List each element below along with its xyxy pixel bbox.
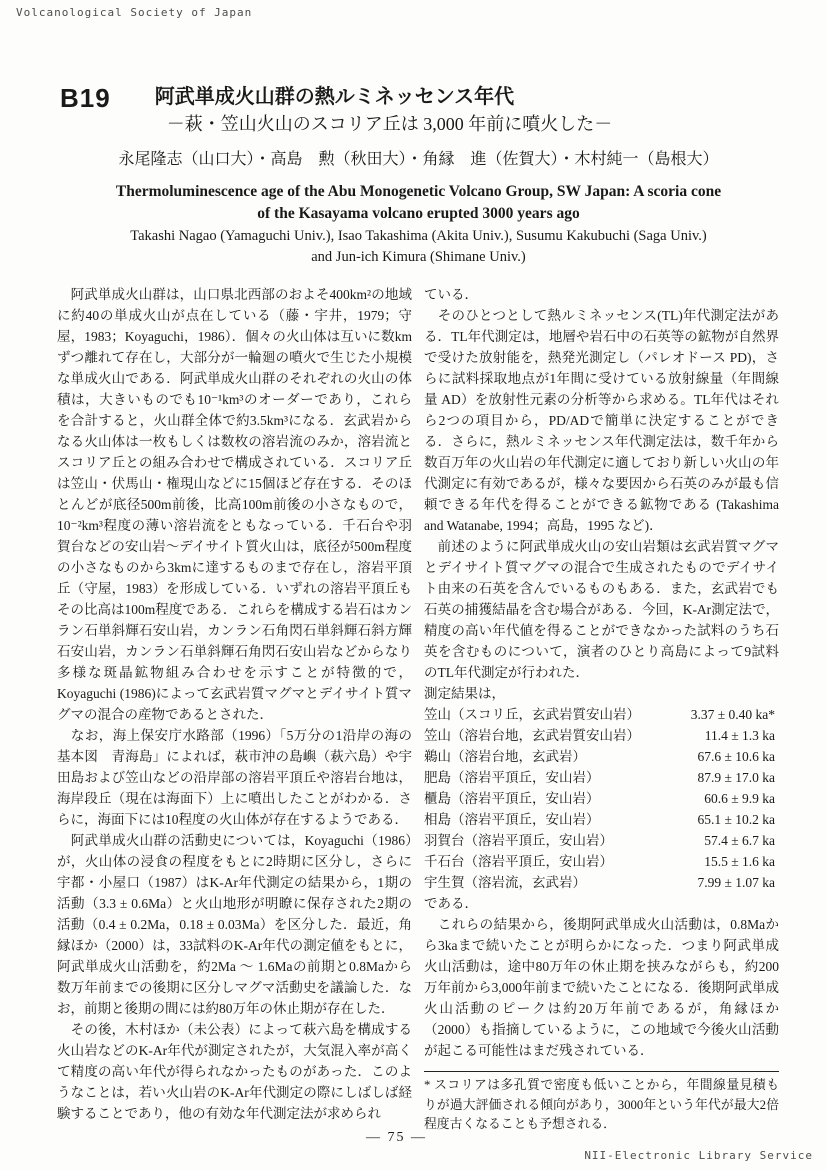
authors-japanese: 永尾隆志（山口大）・高島 勲（秋田大）・角縁 進（佐賀大）・木村純一（島根大） — [118, 151, 719, 168]
session-code: B19 — [60, 83, 111, 113]
result-age: 67.6 ± 10.6 ka — [697, 749, 775, 765]
table-row — [424, 746, 779, 767]
result-site: 千石台（溶岩平頂丘，安山岩） — [424, 854, 613, 870]
result-age: 15.5 ± 1.6 ka — [704, 854, 775, 870]
results-close-line: である． — [424, 896, 478, 912]
result-site: 相島（溶岩平頂丘，安山岩） — [424, 812, 600, 828]
result-site: 羽賀台（溶岩平頂丘，安山岩） — [424, 833, 613, 849]
english-authors-line-1: Takashi Nagao (Yamaguchi Univ.), Isao Takashima (Akita Univ.), Susumu Kakubuchi (Saga Univ.) — [130, 228, 707, 245]
english-title-line-2: of the Kasayama volcano erupted 3000 years ago — [257, 204, 580, 222]
table-row — [424, 851, 779, 872]
result-age: 65.1 ± 10.2 ka — [697, 812, 775, 828]
right-column — [424, 284, 779, 1135]
tl-age-results-table — [424, 704, 779, 893]
library-footer-text: NII-Electronic Library Service — [584, 1149, 813, 1162]
title-row — [60, 84, 777, 138]
paper-title-english — [60, 181, 777, 224]
result-site: 鵜山（溶岩台地，玄武岩） — [424, 749, 586, 765]
result-site: 笠山（スコリ丘，玄武岩質安山岩） — [424, 707, 640, 723]
result-site: 宇生賀（溶岩流，玄武岩） — [424, 875, 586, 891]
left-column — [57, 284, 412, 1135]
result-age: 3.37 ± 0.40 ka* — [690, 707, 775, 723]
library-header-text: Volcanological Society of Japan — [16, 6, 253, 19]
result-site: 櫃島（溶岩平頂丘，安山岩） — [424, 791, 600, 807]
paper-subtitle-ja: －萩・笠山火山のスコリア丘は 3,000 年前に噴火した－ — [166, 114, 613, 134]
result-site: 笠山（溶岩台地，玄武岩質安山岩） — [424, 728, 640, 744]
footnote-text: * スコリアは多孔質で密度も低いことから，年間線量見積もりが過大評価される傾向があり，3000年という年代が最大2倍程度古くなることも予想される． — [424, 1078, 779, 1132]
result-age: 7.99 ± 1.07 ka — [697, 875, 775, 891]
table-row — [424, 872, 779, 893]
result-site: 肥島（溶岩平頂丘，安山岩） — [424, 770, 600, 786]
table-row — [424, 809, 779, 830]
english-authors-line-2: and Jun-ich Kimura (Shimane Univ.) — [311, 249, 526, 266]
table-row — [424, 767, 779, 788]
table-row — [424, 830, 779, 851]
footnote-divider — [424, 1071, 779, 1072]
body-paragraph: その後，木村ほか（未公表）によって萩六島を構成する火山岩などのK-Ar年代が測定されたが，大気混入率が高くて精度の高い年代が得られなかったものがあった．このようなことは，若い火山岩のK-Ar年代測定の際にしばしば経験することであり，他の有効な年代測定法が求められ — [57, 1022, 412, 1122]
english-title-line-1: Thermoluminescence age of the Abu Monogenetic Volcano Group, SW Japan: A scoria cone — [115, 183, 722, 200]
paper-heading — [0, 0, 827, 268]
japanese-title-block — [155, 84, 613, 138]
two-column-body — [0, 268, 827, 1135]
body-paragraph: 阿武単成火山群の活動史については，Koyaguchi（1986）が，火山体の浸食の程度をもとに2時期に区分し，さらに宇都・小屋口（1987）はK-Ar年代測定の結果から，1期の活動（3.3 ± 0.6Ma）と火山地形が明瞭に保存された2期の活動（0.4 ± 0.2Ma，0.18 ± 0.03Ma）を区分した．最近，角縁ほか（2000）は，33試料のK-Ar年代の測定値をもとに，阿武単成火山活動を，約2Ma 〜 1.6Maの前期と0.8Maから数万年前までの後期に区分しマグマ活動史を議論した．なお，前期と後期の間には約80万年の休止期が存在した． — [57, 833, 412, 1017]
body-paragraph: 前述のように阿武単成火山の安山岩類は玄武岩質マグマとデイサイト質マグマの混合で生成されたものでデイサイト由来の石英を含んでいるものもある．また，玄武岩でも石英の捕獲結晶を含む場合がある．今回，K-Ar測定法で，精度の高い年代値を得ることができなかった試料のうち石英を含むものについて，演者のひとり高島によって9試料のTL年代測定が行われた． — [424, 539, 779, 681]
table-row — [424, 725, 779, 746]
table-row — [424, 788, 779, 809]
page-number: — 75 — — [366, 1130, 427, 1145]
authors-english — [60, 226, 777, 268]
table-row — [424, 704, 779, 725]
continuation-line: ている． — [424, 287, 478, 303]
body-paragraph: これらの結果から，後期阿武単成火山活動は，0.8Maから3kaまで続いたことが明らかになった．つまり阿武単成火山活動は，途中80万年の休止期を挟みながらも，約200万年前から3,000年前まで続いたことになる．後期阿武単成火山活動のピークは約20万年前であるが，角縁ほか（2000）も指摘しているように，この地域で今後火山活動が起こる可能性はまだ残されている． — [424, 917, 779, 1059]
result-age: 57.4 ± 6.7 ka — [704, 833, 775, 849]
results-lead-line: 測定結果は， — [424, 686, 505, 702]
page-footer — [0, 1130, 827, 1146]
body-paragraph: 阿武単成火山群は，山口県北西部のおよそ400km²の地域に約40の単成火山が点在している（藤・宇井，1979；守屋，1983；Koyaguchi，1986）．個々の火山体は互いに数kmずつ離れて存在し，大部分が一輪廻の噴火で生じた小規模な単成火山である．阿武単成火山群のそれぞれの火山の体積は，大きいものでも10⁻¹km³のオーダーであり，これらを合計すると，火山群全体で約3.5km³になる．玄武岩からなる火山体は一枚もしくは数枚の溶岩流のみか，溶岩流とスコリア丘との組み合わせで構成されている．スコリア丘は笠山・伏馬山・権現山などに15個ほど存在する．そのほとんどが底径500m前後，比高100m前後の小さなもので，10⁻²km³程度の薄い溶岩流をともなっている．千石台や羽賀台などの安山岩〜デイサイト質火山は，底径が500m程度の小さなものから3kmに達するものまで存在し，溶岩平頂丘（守屋，1983）を形成している．いずれの溶岩平頂丘もその比高は100m程度である．これらを構成する岩石はカンラン石単斜輝石安山岩，カンラン石角閃石単斜輝石斜方輝石安山岩，カンラン石単斜輝石角閃石安山岩などからなり多様な斑晶鉱物組み合わせを示すことが特徴的で，Koyaguchi (1986)によって玄武岩質マグマとデイサイト質マグマの混合の産物であるとされた． — [57, 287, 412, 723]
body-paragraph: なお，海上保安庁水路部（1996）「5万分の1沿岸の海の基本図 青海島」によれば，萩市沖の島嶼（萩六島）や宇田島および笠山などの沿岸部の溶岩平頂丘や溶岩台地は，海岸段丘（現在は海面下）上に噴出したことがわかる．さらに，海面下には10程度の火山体が存在するようである． — [57, 728, 412, 828]
result-age: 87.9 ± 17.0 ka — [697, 770, 775, 786]
paper-title-ja: 阿武単成火山群の熱ルミネッセンス年代 — [154, 86, 515, 108]
result-age: 11.4 ± 1.3 ka — [704, 728, 775, 744]
result-age: 60.6 ± 9.9 ka — [704, 791, 775, 807]
body-paragraph: そのひとつとして熱ルミネッセンス(TL)年代測定法がある．TL年代測定は，地層や岩石中の石英等の鉱物が自然界で受けた放射能を，熱発光測定し（パレオドース PD)，さらに試料採取地点が1年間に受けている放射線量（年間線量 AD）を放射性元素の分析等から求める。TL年代はそれら2つの項目から，PD/ADで簡単に決定することができる．さらに，熱ルミネッセンス年代測定法は，数千年から数百万年の火山岩の年代測定に適しており新しい火山の年代測定に有効であるが，様々な要因から石英のみが最も信頼できる年代を得ることができる鉱物である (Takashima and Watanabe, 1994；高島，1995 など)． — [424, 308, 779, 534]
